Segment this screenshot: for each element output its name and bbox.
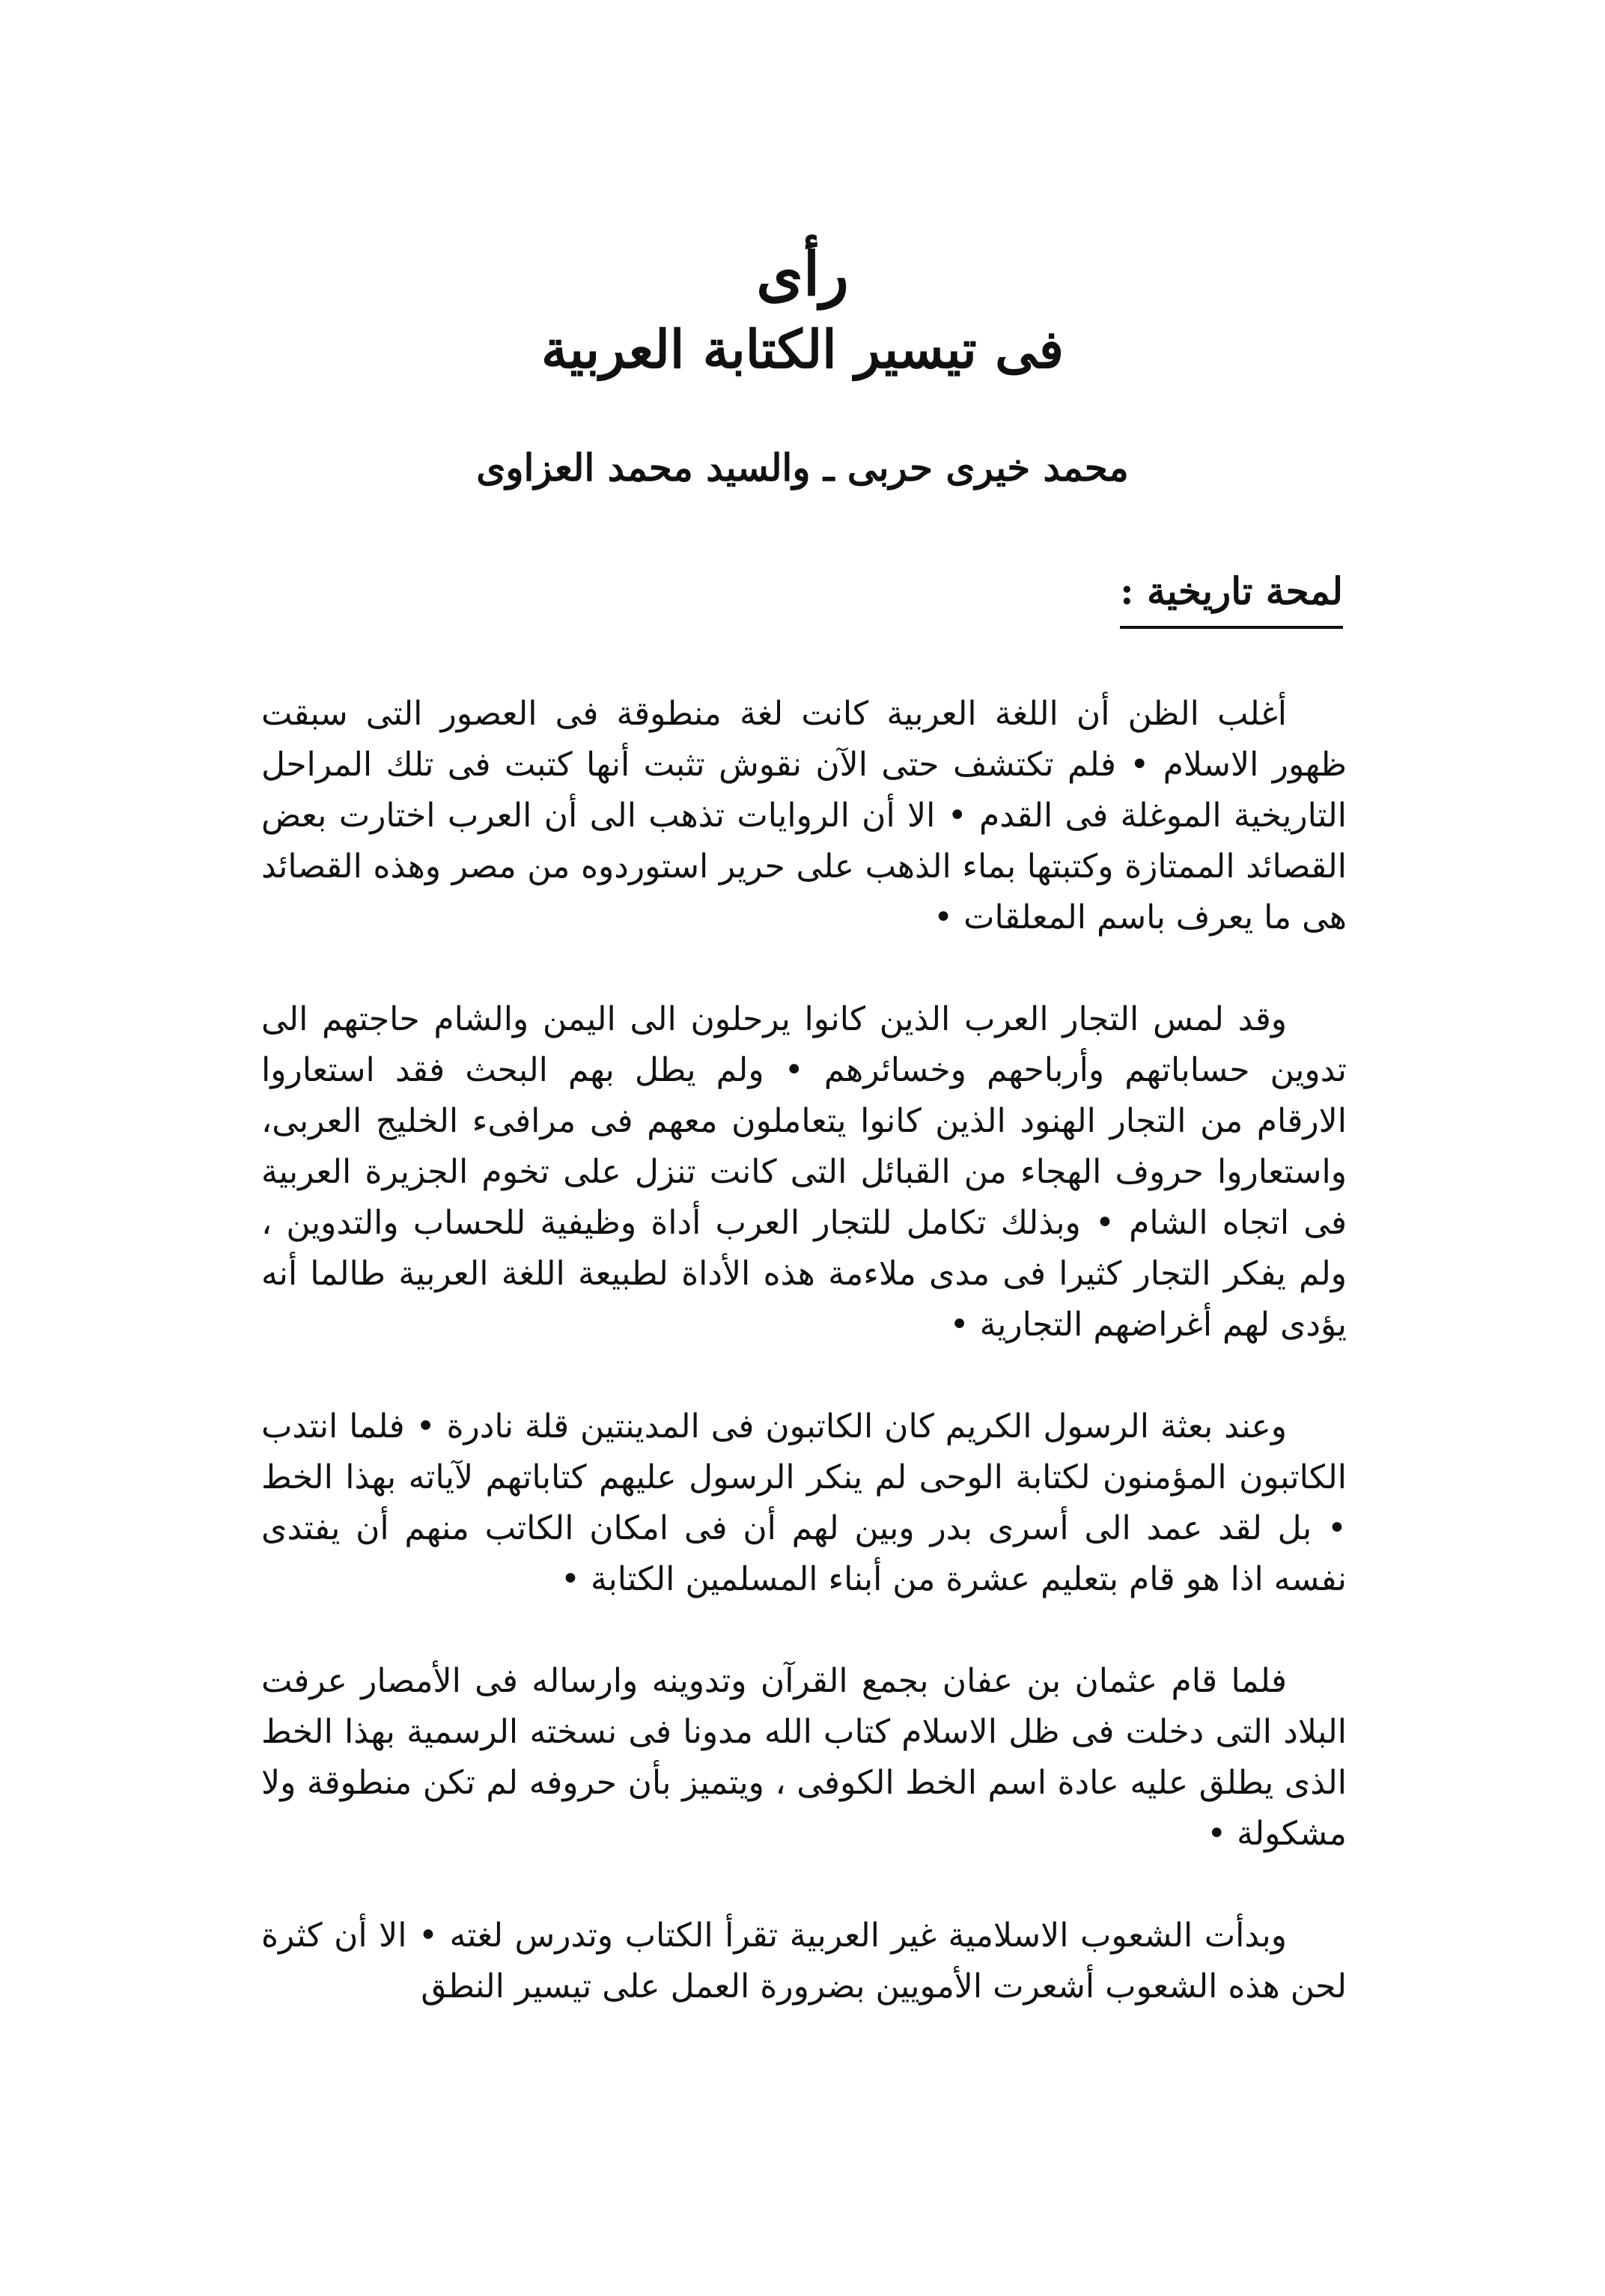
body-text (261, 689, 1347, 2012)
document-title: رأى (756, 239, 849, 309)
paragraph-5: وبدأت الشعوب الاسلامية غير العربية تقرأ الكتاب وتدرس لغته • الا أن كثرة لحن هذه الشعوب أشعرت الأمويين بضرورة العمل على تيسير النطق (261, 1916, 1347, 2006)
section-heading: لمحة تاريخية : (1120, 569, 1343, 629)
paragraph-2: وقد لمس التجار العرب الذين كانوا يرحلون الى اليمن والشام حاجتهم الى تدوين حساباتهم وأرباحهم وخسائرهم • ولم يطل بهم البحث فقد استعاروا الارقام من التجار الهنود الذين كانوا يتعاملون معهم فى مرافىء الخليج العربى، واستعاروا حروف الهجاء من القبائل التى كانت تنزل على تخوم الجزيرة العربية فى اتجاه الشام • وبذلك تكامل للتجار العرب أداة وظيفية للحساب والتدوين ، ولم يفكر التجار كثيرا فى مدى ملاءمة هذه الأداة لطبيعة اللغة العربية طالما أنه يؤدى لهم أغراضهم التجارية • (261, 1000, 1347, 1344)
document-authors: محمد خيرى حربى ـ والسيد محمد العزاوى (476, 445, 1129, 490)
paragraph-4: فلما قام عثمان بن عفان بجمع القرآن وتدوينه وارساله فى الأمصار عرفت البلاد التى دخلت فى ظل الاسلام كتاب الله مدونا فى نسخته الرسمية بهذا الخط الذى يطلق عليه عادة اسم الخط الكوفى ، ويتميز بأن حروفه لم تكن منطوقة ولا مشكولة • (261, 1662, 1347, 1853)
paragraph-1: أغلب الظن أن اللغة العربية كانت لغة منطوقة فى العصور التى سبقت ظهور الاسلام • فلم تكتشف حتى الآن نقوش تثبت أنها كتبت فى تلك المراحل التاريخية الموغلة فى القدم • الا أن الروايات تذهب الى أن العرب اختارت بعض القصائد الممتازة وكتبتها بماء الذهب على حرير استوردوه من مصر وهذه القصائد هى ما يعرف باسم المعلقات • (261, 695, 1347, 937)
paragraph-3: وعند بعثة الرسول الكريم كان الكاتبون فى المدينتين قلة نادرة • فلما انتدب الكاتبون المؤمنون لكتابة الوحى لم ينكر الرسول عليهم كتاباتهم لآياته بهذا الخط • بل لقد عمد الى أسرى بدر وبين لهم أن فى امكان الكاتب منهم أن يفتدى نفسه اذا هو قام بتعليم عشرة من أبناء المسلمين الكتابة • (261, 1407, 1347, 1598)
document-subtitle: فى تيسير الكتابة العربية (541, 318, 1064, 380)
